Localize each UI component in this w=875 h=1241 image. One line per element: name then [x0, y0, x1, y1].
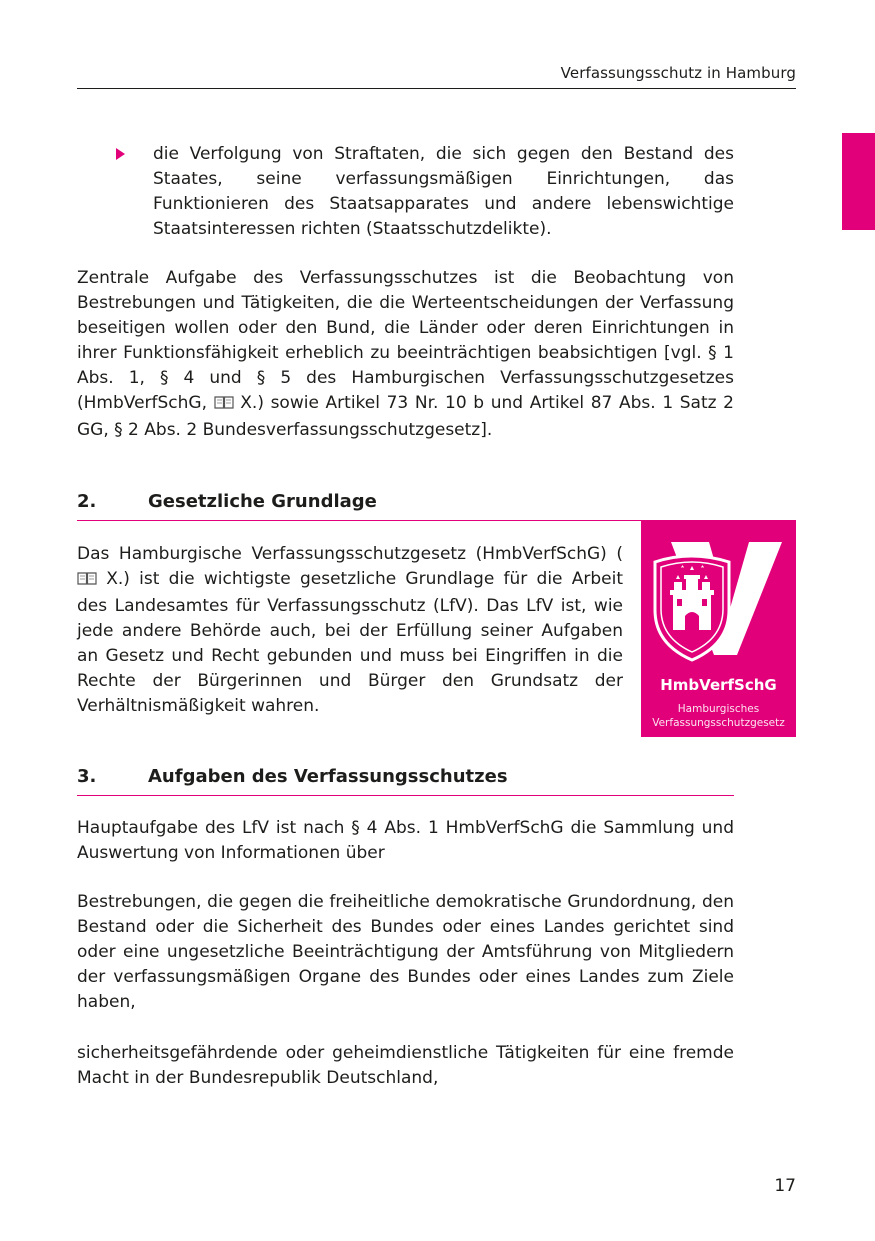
bullet-item: die Verfolgung von Straftaten, die sich gegen den Bestand des Staates, seine verfassungsmäßigen Einrichtungen, das Funktionieren des Staatsapparates und andere lebenswichtige Staatsinteressen richten (Staatsschutzdelikte). — [153, 144, 734, 239]
header-divider — [77, 88, 796, 89]
section-2-title: Gesetzliche Grundlage — [148, 491, 377, 512]
bullet-arrow-icon — [116, 148, 125, 160]
section-3-rule — [77, 795, 734, 796]
section-3-paragraph-1: Hauptaufgabe des LfV ist nach § 4 Abs. 1 HmbVerfSchG die Sammlung und Auswertung von Informationen über — [77, 818, 734, 863]
section-3-title: Aufgaben des Verfassungsschutzes — [148, 766, 508, 787]
section-3-paragraph-3: sicherheitsgefährdende oder geheimdienstliche Tätigkeiten für eine fremde Macht in der Bundesrepublik Deutschland, — [77, 1043, 734, 1088]
section-2-number: 2. — [77, 491, 97, 512]
hmbverfschg-logo — [641, 520, 796, 737]
page-number: 17 — [774, 1176, 796, 1196]
book-icon — [77, 569, 97, 594]
intro-paragraph — [77, 266, 734, 443]
logo-title: HmbVerfSchG — [660, 676, 777, 694]
section-3-paragraph-2: Bestrebungen, die gegen die freiheitliche demokratische Grundordnung, den Bestand oder die Sicherheit des Bundes oder eines Landes gerichtet sind oder eine ungesetzliche Beeinträchtigung der Amtsführung von Mitgliedern der verfassungsmäßigen Organe des Bundes oder eines Landes zum Ziele haben, — [77, 892, 734, 1012]
chapter-tab-marker — [842, 133, 875, 230]
logo-subtitle-line-2: Verfassungsschutzgesetz — [652, 717, 785, 729]
logo-subtitle-line-1: Hamburgisches — [677, 703, 760, 715]
book-icon — [214, 393, 234, 418]
intro-text-start: Zentrale Aufgabe des Verfassungsschutzes ist die Beobachtung von Bestrebungen und Tätigkeiten, die die Werteentscheidungen der Verfassung beseitigen wollen oder den Bund, die Länder oder deren Einrichtungen in ihrer Funktionsfähigkeit erheblich zu beeinträchtigen beabsichtigen [vgl. § 1 Abs. 1, § 4 und § 5 des Hamburgischen Verfassungsschutzgesetzes (HmbVerfSchG, — [77, 268, 734, 413]
section-2-paragraph — [77, 542, 623, 719]
running-header-title: Verfassungsschutz in Hamburg — [560, 64, 796, 82]
section-3-number: 3. — [77, 766, 97, 787]
intro-text-end: X.) sowie Artikel 73 Nr. 10 b und Artikel 87 Abs. 1 Satz 2 GG, § 2 Abs. 2 Bundesverfassungsschutzgesetz]. — [77, 393, 734, 440]
section-2-text-start: Das Hamburgische Verfassungsschutzgesetz (HmbVerfSchG) ( — [77, 544, 623, 564]
section-2-rule — [77, 520, 641, 521]
section-2-text-end: X.) ist die wichtigste gesetzliche Grundlage für die Arbeit des Landesamtes für Verfassungsschutz (LfV). Das LfV ist, wie jede andere Behörde auch, bei der Erfüllung seiner Aufgaben an Gesetz und Recht gebunden und muss bei Eingriffen in die Rechte der Bürgerinnen und Bürger den Grundsatz der Verhältnismäßigkeit wahren. — [77, 569, 623, 716]
